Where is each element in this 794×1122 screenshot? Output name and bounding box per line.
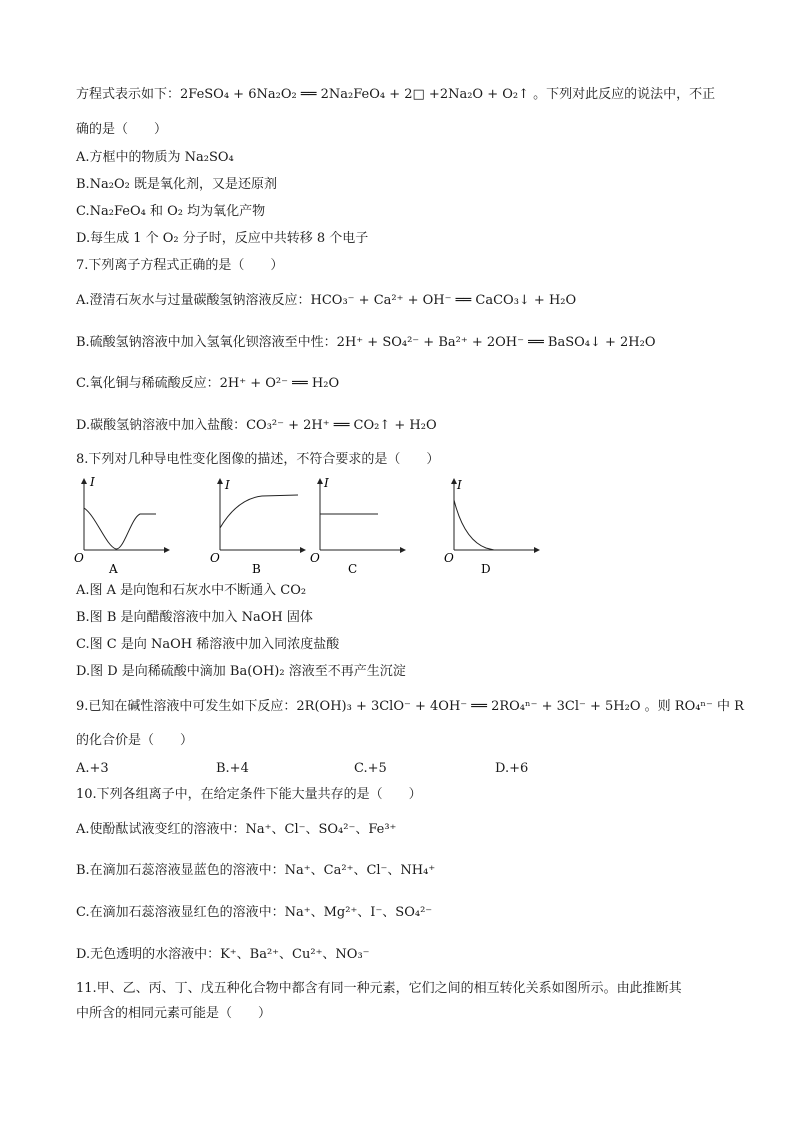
q9-option-b: B.+4 [216, 761, 249, 776]
q6-stem-continued: 确的是（ ） [76, 122, 168, 137]
graph-b [212, 476, 312, 576]
graph-b-y-label: I [225, 478, 230, 492]
graph-c-origin-label: O [310, 551, 320, 565]
q8-option-d: D.图 D 是向稀硫酸中滴加 Ba(OH)₂ 溶液至不再产生沉淀 [76, 664, 406, 679]
q10-option-b: B.在滴加石蕊溶液显蓝色的溶液中：Na⁺、Ca²⁺、Cl⁻、NH₄⁺ [76, 863, 436, 878]
q7-option-a: A.澄清石灰水与过量碳酸氢钠溶液反应：HCO₃⁻ + Ca²⁺ + OH⁻ ══ CaCO₃↓ + H₂O [76, 293, 577, 308]
graph-b-origin-label: O [210, 551, 220, 565]
q7-stem: 7.下列离子方程式正确的是（ ） [76, 258, 284, 273]
q10-option-c: C.在滴加石蕊溶液显红色的溶液中：Na⁺、Mg²⁺、I⁻、SO₄²⁻ [76, 905, 433, 920]
q8-option-b: B.图 B 是向醋酸溶液中加入 NaOH 固体 [76, 610, 313, 625]
graph-d [446, 476, 546, 576]
q11-stem: 11.甲、乙、丙、丁、戊五种化合物中都含有同一种元素，它们之间的相互转化关系如图所示。由此推断其 [76, 981, 682, 996]
q6-option-a: A.方框中的物质为 Na₂SO₄ [76, 150, 234, 165]
graph-a-origin-label: O [74, 551, 84, 565]
q8-stem: 8.下列对几种导电性变化图像的描述，不符合要求的是（ ） [76, 452, 440, 467]
q10-option-d: D.无色透明的水溶液中：K⁺、Ba²⁺、Cu²⁺、NO₃⁻ [76, 947, 370, 962]
q8-option-a: A.图 A 是向饱和石灰水中不断通入 CO₂ [76, 583, 307, 598]
graph-c-y-label: I [324, 476, 329, 490]
graph-a-caption: A [109, 562, 118, 576]
q9-stem: 9.已知在碱性溶液中可发生如下反应：2R(OH)₃ + 3ClO⁻ + 4OH⁻ ══ 2RO₄ⁿ⁻ + 3Cl⁻ + 5H₂O 。则 RO₄ⁿ⁻ 中 R [76, 699, 744, 714]
q7-option-c: C.氧化铜与稀硫酸反应：2H⁺ + O²⁻ ══ H₂O [76, 376, 340, 391]
graph-c [312, 476, 412, 576]
q9-option-c: C.+5 [354, 761, 387, 776]
q9-stem-continued: 的化合价是（ ） [76, 733, 194, 748]
graph-b-caption: B [252, 562, 261, 576]
q6-option-c: C.Na₂FeO₄ 和 O₂ 均为氧化产物 [76, 204, 266, 219]
graph-d-y-label: I [457, 478, 462, 492]
q10-stem: 10.下列各组离子中，在给定条件下能大量共存的是（ ） [76, 787, 422, 802]
graph-a [76, 476, 176, 576]
graph-c-caption: C [348, 562, 358, 576]
graph-d-origin-label: O [444, 551, 454, 565]
q8-option-c: C.图 C 是向 NaOH 稀溶液中加入同浓度盐酸 [76, 637, 340, 652]
q11-stem-continued: 中所含的相同元素可能是（ ） [76, 1006, 272, 1021]
q7-option-d: D.碳酸氢钠溶液中加入盐酸：CO₃²⁻ + 2H⁺ ══ CO₂↑ + H₂O [76, 418, 437, 433]
q9-option-a: A.+3 [76, 761, 109, 776]
graph-a-y-label: I [90, 475, 95, 489]
graph-d-caption: D [481, 562, 491, 576]
q7-option-b: B.硫酸氢钠溶液中加入氢氧化钡溶液至中性：2H⁺ + SO₄²⁻ + Ba²⁺ + 2OH⁻ ══ BaSO₄↓ + 2H₂O [76, 335, 656, 350]
q6-option-d: D.每生成 1 个 O₂ 分子时，反应中共转移 8 个电子 [76, 231, 369, 246]
q6-option-b: B.Na₂O₂ 既是氧化剂，又是还原剂 [76, 177, 278, 192]
q6-equation-line: 方程式表示如下：2FeSO₄ + 6Na₂O₂ ══ 2Na₂FeO₄ + 2□ +2Na₂O + O₂↑ 。下列对此反应的说法中，不正 [76, 87, 716, 102]
q9-option-d: D.+6 [495, 761, 529, 776]
q10-option-a: A.使酚酞试液变红的溶液中：Na⁺、Cl⁻、SO₄²⁻、Fe³⁺ [76, 822, 397, 837]
